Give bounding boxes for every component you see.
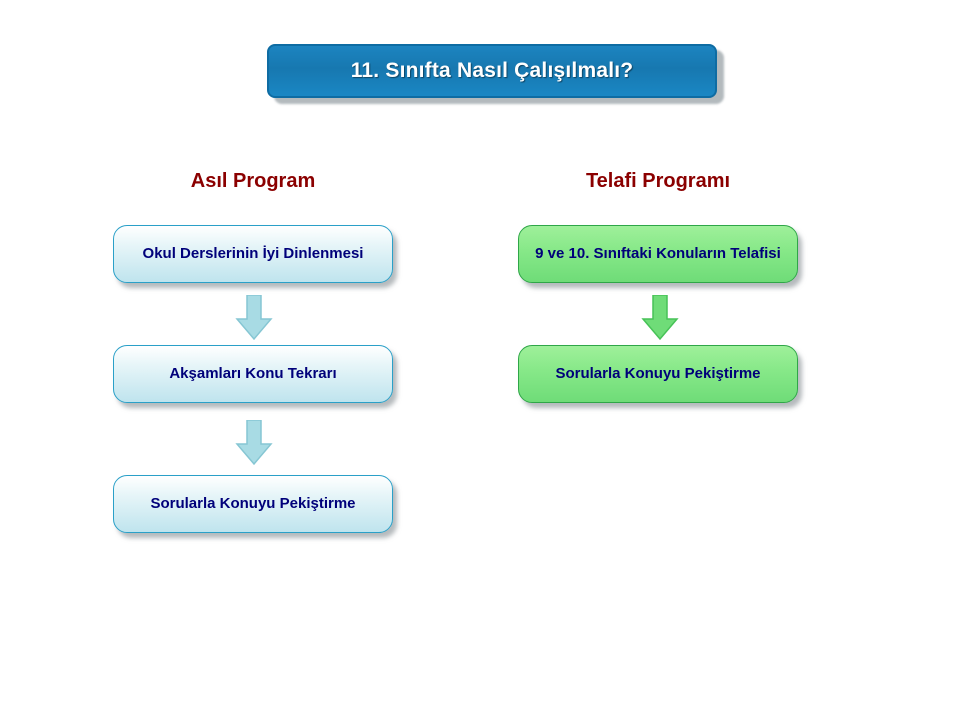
down-arrow-icon <box>234 420 274 466</box>
flow-node-left-3[interactable]: Sorularla Konuyu Pekiştirme <box>113 475 393 533</box>
column-heading-right: Telafi Programı <box>585 170 731 192</box>
flow-node-right-1[interactable]: 9 ve 10. Sınıftaki Konuların Telafisi <box>518 225 798 283</box>
column-heading-left: Asıl Program <box>190 170 316 192</box>
flow-node-left-1[interactable]: Okul Derslerinin İyi Dinlenmesi <box>113 225 393 283</box>
flow-node-right-2[interactable]: Sorularla Konuyu Pekiştirme <box>518 345 798 403</box>
page-title: 11. Sınıfta Nasıl Çalışılmalı? <box>350 59 634 82</box>
down-arrow-icon <box>234 295 274 341</box>
flow-node-left-2[interactable]: Akşamları Konu Tekrarı <box>113 345 393 403</box>
title-banner <box>267 44 717 98</box>
down-arrow-icon <box>640 295 680 341</box>
